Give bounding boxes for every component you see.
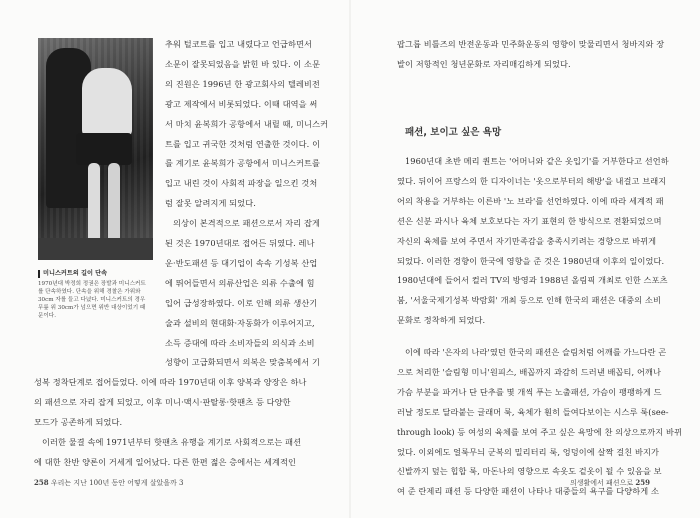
text-line: 에 대한 찬반 양론이 거세게 일어났다. 다른 한편 젊은 층에서는 세계적인 [34,456,296,467]
text-line: 자신의 육체를 보여 주면서 자기만족감을 충족시키려는 경향으로 바뀌게 [397,235,657,246]
text-line: 모드가 공존하게 되었다. [34,417,123,428]
text-line: 었다. 이외에도 얼룩무늬 군복의 밀리터리 룩, 엉덩이에 살짝 걸친 바지가 [397,446,659,457]
text-line: 션은 신분 과시나 육체 보호보다는 자기 표현의 한 방식으로 전환되었으며 [397,215,662,226]
text-line: 문화로 정착하게 되었다. [397,315,486,326]
text-line: 소득 증대에 따라 소비자들의 의식과 소비 [165,337,315,348]
text-line: 성향이 고급화되면서 의복은 맞춤복에서 기 [165,357,320,368]
text-line: 으로 처리한 '슬림형 미니'원피스, 배꼽까지 과감히 드러낸 배꼽티, 어깨나 [397,366,661,377]
text-line: 여 준 란제리 패션 등 다양한 패션이 나타나 대중들의 욕구를 다양하게 소 [397,486,659,497]
text-line: 추워 털코트를 입고 내렸다고 언급하면서 [165,39,312,49]
text-line: 가슴 부분을 파거나 단 단추를 몇 개씩 푸는 노출패션, 가슴이 팽팽하게 드 [397,386,662,397]
page-number-left: 258 [34,478,49,487]
text-line: 1960년대 초반 메리 퀀트는 '어머니와 같은 옷입기'를 거부한다고 선언하 [405,156,669,166]
text-line: 를 계기로 윤복희가 공항에서 미니스커트를 [165,158,320,169]
text-line: 술과 설비의 현대화·자동화가 이루어지고, [165,317,315,328]
text-line: 성복 정착단계로 접어들었다. 이에 따라 1970년대 이후 양복과 양장은 하나 [34,377,307,388]
text-line: 트를 입고 귀국한 것처럼 연출한 것이다. 이 [165,138,321,149]
caption-title: 미니스커트의 길이 단속 [38,270,148,278]
text-line: 입어 급성장하였다. 이로 인해 의류 생산기 [165,297,318,308]
right-footer [570,478,650,488]
text-line: 의상이 본격적으로 패션으로서 자리 잡게 [173,218,320,229]
right-page [350,0,700,518]
page-number-right: 259 [635,478,650,487]
text-line: 입고 내린 것이 사회적 파장을 일으킨 것처 [165,178,318,189]
text-line: 이러한 물결 속에 1971년부터 핫팬츠 유행을 계기로 사회적으로는 패션 [42,437,302,447]
text-line: 서 마치 윤복희가 공항에서 내릴 때, 미니스커 [165,118,329,129]
miniskirt-photo [38,38,153,260]
text-line: 팝그룹 비틀즈의 반전운동과 민주화운동의 영향이 맞물리면서 청바지와 장 [397,39,665,49]
text-line: 운·반도패션 등 대기업이 속속 기성복 산업 [165,257,318,268]
text-line: 발이 저항적인 청년문화로 자리매김하게 되었다. [397,58,571,69]
text-line: through look) 등 여성의 육체를 보여 주고 싶은 욕망에 찬 의상으로까지 바뀌 [397,426,682,437]
text-line: 소문이 잘못되었음을 밝힌 바 있다. 이 소문 [165,58,321,69]
running-title-left: 우리는 지난 100년 동안 어떻게 살았을까 3 [50,479,184,487]
text-line: 이에 따라 '은자의 나라'였던 한국의 패션은 슬림처럼 어깨를 가느다란 곤 [405,347,667,358]
left-footer [34,478,183,488]
text-line: 광고 제작에서 비롯되었다. 이때 대역을 써 [165,98,318,109]
running-title-right: 의생활에서 패션으로 [570,479,634,487]
text-line: 러날 정도로 달라붙는 글래머 룩, 육체가 훤히 들여다보이는 시스루 룩(see- [397,406,669,417]
text-line: 에 뛰어들면서 의류산업은 의류 수출에 힘 [165,277,315,288]
text-line: 의 패션으로 자리 잡게 되었고, 이후 미니·맥시·판탈롱·핫팬츠 등 다양한 [34,397,291,408]
text-line: 의 진원은 1996년 한 광고회사의 텔레비전 [165,78,320,89]
text-line: 어의 착용을 거부하는 이른바 '노 브라'를 선언하였다. 이에 따라 세계적 패 [397,195,664,206]
text-line: 였다. 뒤이어 프랑스의 한 디자이너는 '옷으로부터의 해방'을 내걸고 브래지 [397,175,667,186]
text-line: 1980년대에 들어서 컬러 TV의 방영과 1988년 올림픽 개최로 인한 스포츠 [397,275,668,286]
text-line: 신발까지 덮는 힙합 룩, 마돈나의 영향으로 속옷도 겉옷이 될 수 있음을 보 [397,466,662,477]
text-line: 된 것은 1970년대로 접어든 뒤였다. 레나 [165,238,315,248]
section-heading: 패션, 보이고 싶은 욕망 [405,127,502,138]
photo-caption [38,270,148,320]
text-line: 럼 잘못 알려지게 되었다. [165,198,256,209]
text-line: 되었다. 이러한 경향이 한국에 영향을 준 것은 1980년대 이후의 일이었다. [397,255,665,266]
text-line: 붐, '서울국제기성복 박람회' 개최 등으로 인해 한국의 패션은 대중의 소비 [397,295,661,306]
caption-text: 1970년대 박정희 정권은 장발과 미니스커트를 단속하였다. 단속을 위해 경찰은 가위와 30cm 자를 들고 다녔다. 미니스커트의 경우 무릎 위 30cm가 넘으면 위반 대상이었기 때문이다. [38,281,146,319]
